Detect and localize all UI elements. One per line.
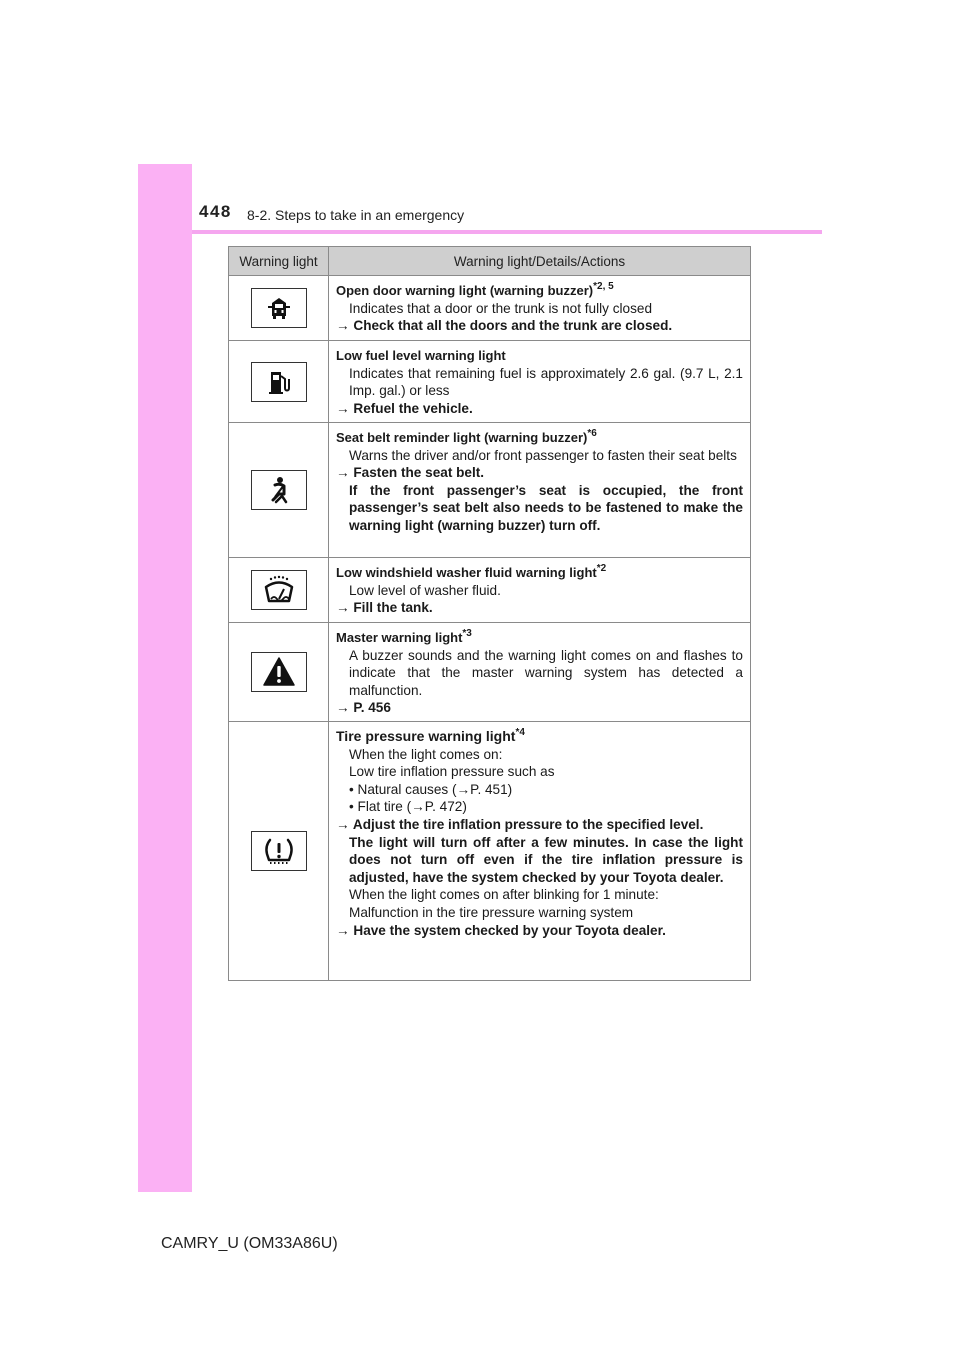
tire-pressure-icon bbox=[262, 835, 296, 867]
footnote-ref: *3 bbox=[462, 628, 472, 639]
row-action: Fill the tank. bbox=[353, 600, 433, 616]
washer-fluid-icon bbox=[262, 574, 296, 606]
master-warning-icon bbox=[262, 656, 296, 688]
row-action: Check that all the doors and the trunk are closed. bbox=[353, 318, 673, 334]
row-title: Seat belt reminder light (warning buzzer) bbox=[336, 430, 588, 445]
footnote-ref: *4 bbox=[515, 727, 525, 738]
arrow-icon: → bbox=[336, 400, 350, 416]
row-title: Low fuel level warning light bbox=[336, 348, 506, 363]
arrow-icon: → bbox=[336, 816, 350, 832]
footer-model-code: CAMRY_U (OM33A86U) bbox=[161, 1235, 338, 1252]
section-color-band bbox=[138, 164, 192, 1192]
list-item: • Flat tire (→P. 472) bbox=[349, 799, 467, 815]
open-door-icon bbox=[264, 293, 294, 323]
row-detail: Indicates that remaining fuel is approximately 2.6 gal. (9.7 L, 2.1 Imp. gal.) or less bbox=[349, 365, 743, 399]
row-action: Fasten the seat belt. bbox=[353, 465, 485, 481]
footnote-ref: *6 bbox=[587, 428, 597, 439]
arrow-icon: → bbox=[336, 600, 350, 616]
row-action: Adjust the tire inflation pressure to the specified level. bbox=[352, 816, 704, 832]
row-detail: When the light comes on after blinking for 1 minute: bbox=[349, 887, 659, 903]
table-row bbox=[229, 341, 750, 423]
bullet-icon: • bbox=[349, 799, 354, 815]
row-action-note: The light will turn off after a few minutes. In case the light does not turn off even if the tire inflation pressure is adjusted, have the system checked by your Toyota dealer. bbox=[349, 834, 743, 885]
row-title: Low windshield washer fluid warning light bbox=[336, 565, 597, 580]
table-row bbox=[229, 558, 750, 623]
table-row bbox=[229, 623, 750, 722]
arrow-icon: → bbox=[456, 781, 471, 797]
footnote-ref: *2, 5 bbox=[593, 281, 614, 292]
row-title: Tire pressure warning light bbox=[336, 728, 516, 744]
column-header-warning-light: Warning light bbox=[229, 247, 329, 275]
arrow-icon: → bbox=[336, 465, 350, 481]
column-header-details: Warning light/Details/Actions bbox=[453, 253, 626, 269]
row-detail: Warns the driver and/or front passenger to fasten their seat belts bbox=[349, 447, 737, 463]
row-detail: Malfunction in the tire pressure warning system bbox=[349, 904, 634, 920]
table-row bbox=[229, 423, 750, 558]
row-detail: Low tire inflation pressure such as bbox=[349, 764, 555, 780]
table-row bbox=[229, 276, 750, 341]
row-action: Refuel the vehicle. bbox=[353, 400, 473, 416]
page-reference: P. 456 bbox=[353, 700, 391, 716]
row-title: Open door warning light (warning buzzer) bbox=[336, 283, 594, 298]
page-number: 448 bbox=[199, 202, 232, 221]
table-row bbox=[229, 722, 750, 981]
arrow-icon: → bbox=[336, 318, 350, 334]
arrow-icon: → bbox=[336, 700, 350, 716]
row-action: Have the system checked by your Toyota dealer. bbox=[353, 922, 666, 938]
row-detail: Low level of washer fluid. bbox=[349, 582, 501, 598]
arrow-icon: → bbox=[411, 799, 425, 815]
fuel-pump-icon bbox=[264, 367, 294, 397]
seat-belt-icon bbox=[264, 475, 294, 505]
row-title: Master warning light bbox=[336, 630, 463, 645]
table-header bbox=[229, 247, 750, 276]
row-detail: A buzzer sounds and the warning light comes on and flashes to indicate that the master warning system has detected a malfunction. bbox=[349, 647, 743, 698]
header-rule bbox=[192, 230, 822, 234]
bullet-icon: • bbox=[349, 781, 354, 797]
section-title: 8-2. Steps to take in an emergency bbox=[247, 207, 465, 223]
footnote-ref: *2 bbox=[596, 563, 607, 574]
row-action-note: If the front passenger’s seat is occupied, the front passenger’s seat belt also needs to be fastened to make the warning light (warning buzzer) turn off. bbox=[349, 482, 743, 533]
row-detail: Indicates that a door or the trunk is not fully closed bbox=[349, 300, 653, 316]
row-detail: When the light comes on: bbox=[349, 746, 503, 762]
warning-light-table bbox=[228, 246, 751, 981]
list-item: • Natural causes (→P. 451) bbox=[349, 781, 513, 797]
arrow-icon: → bbox=[336, 922, 350, 938]
